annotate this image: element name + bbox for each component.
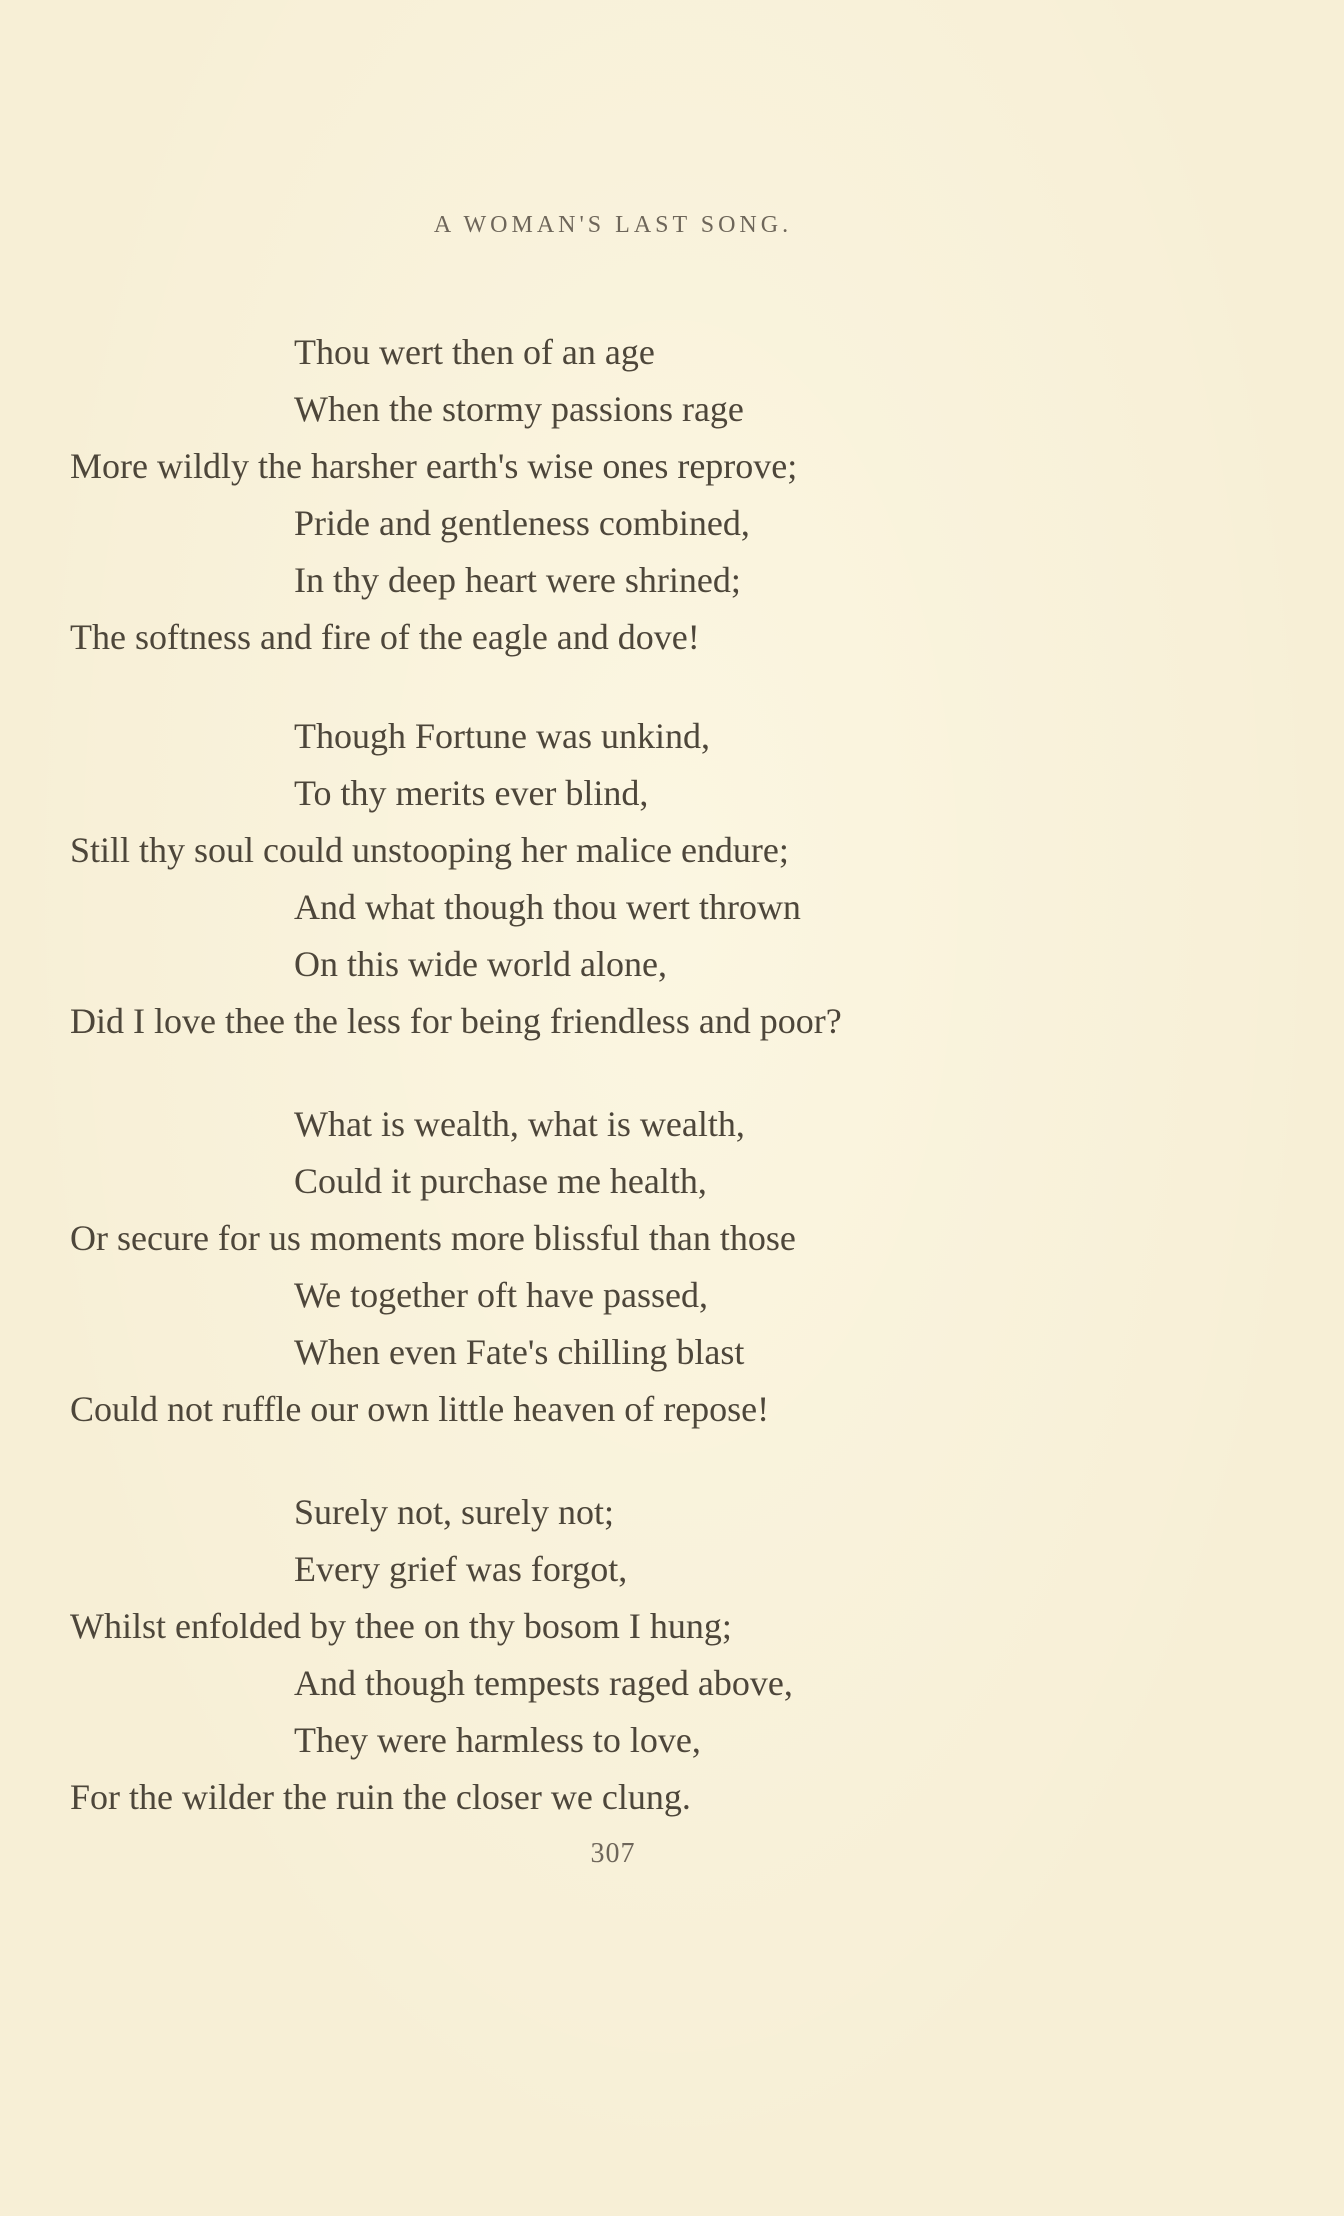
poem-line: Did I love thee the less for being friendless and poor? [70,1001,842,1041]
page-number: 307 [590,1838,636,1869]
poem-line: Though Fortune was unkind, [294,716,710,756]
poem-line: To thy merits ever blind, [294,773,649,813]
poem-line: Whilst enfolded by thee on thy bosom I hung; [70,1606,732,1646]
stanza-2 [70,708,1270,1050]
poem-line: More wildly the harsher earth's wise ones reprove; [70,446,798,486]
poem-line: When the stormy passions rage [294,389,744,429]
poem-line: They were harmless to love, [294,1720,701,1760]
poem-line: Pride and gentleness combined, [294,503,750,543]
poem-line: In thy deep heart were shrined; [294,560,741,600]
poem-line: Thou wert then of an age [294,332,655,372]
stanza-4 [70,1484,1270,1826]
stanza-1 [70,324,1270,666]
poem-line: Surely not, surely not; [294,1492,614,1532]
stanza-3 [70,1096,1270,1438]
poem-line: We together oft have passed, [294,1275,708,1315]
poem-line: For the wilder the ruin the closer we clung. [70,1777,691,1817]
poem-line: Or secure for us moments more blissful than those [70,1218,796,1258]
poem-line: When even Fate's chilling blast [294,1332,745,1372]
poem-line: And though tempests raged above, [294,1663,793,1703]
running-head: A WOMAN'S LAST SONG. [433,212,793,238]
poem-line: On this wide world alone, [294,944,667,984]
poem-line: Could not ruffle our own little heaven of repose! [70,1389,770,1429]
poem-line: Every grief was forgot, [294,1549,628,1589]
poem-line: The softness and fire of the eagle and dove! [70,617,700,657]
poem-line: Could it purchase me health, [294,1161,707,1201]
poem-line: What is wealth, what is wealth, [294,1104,745,1144]
poem-line: And what though thou wert thrown [294,887,801,927]
poem-line: Still thy soul could unstooping her malice endure; [70,830,789,870]
